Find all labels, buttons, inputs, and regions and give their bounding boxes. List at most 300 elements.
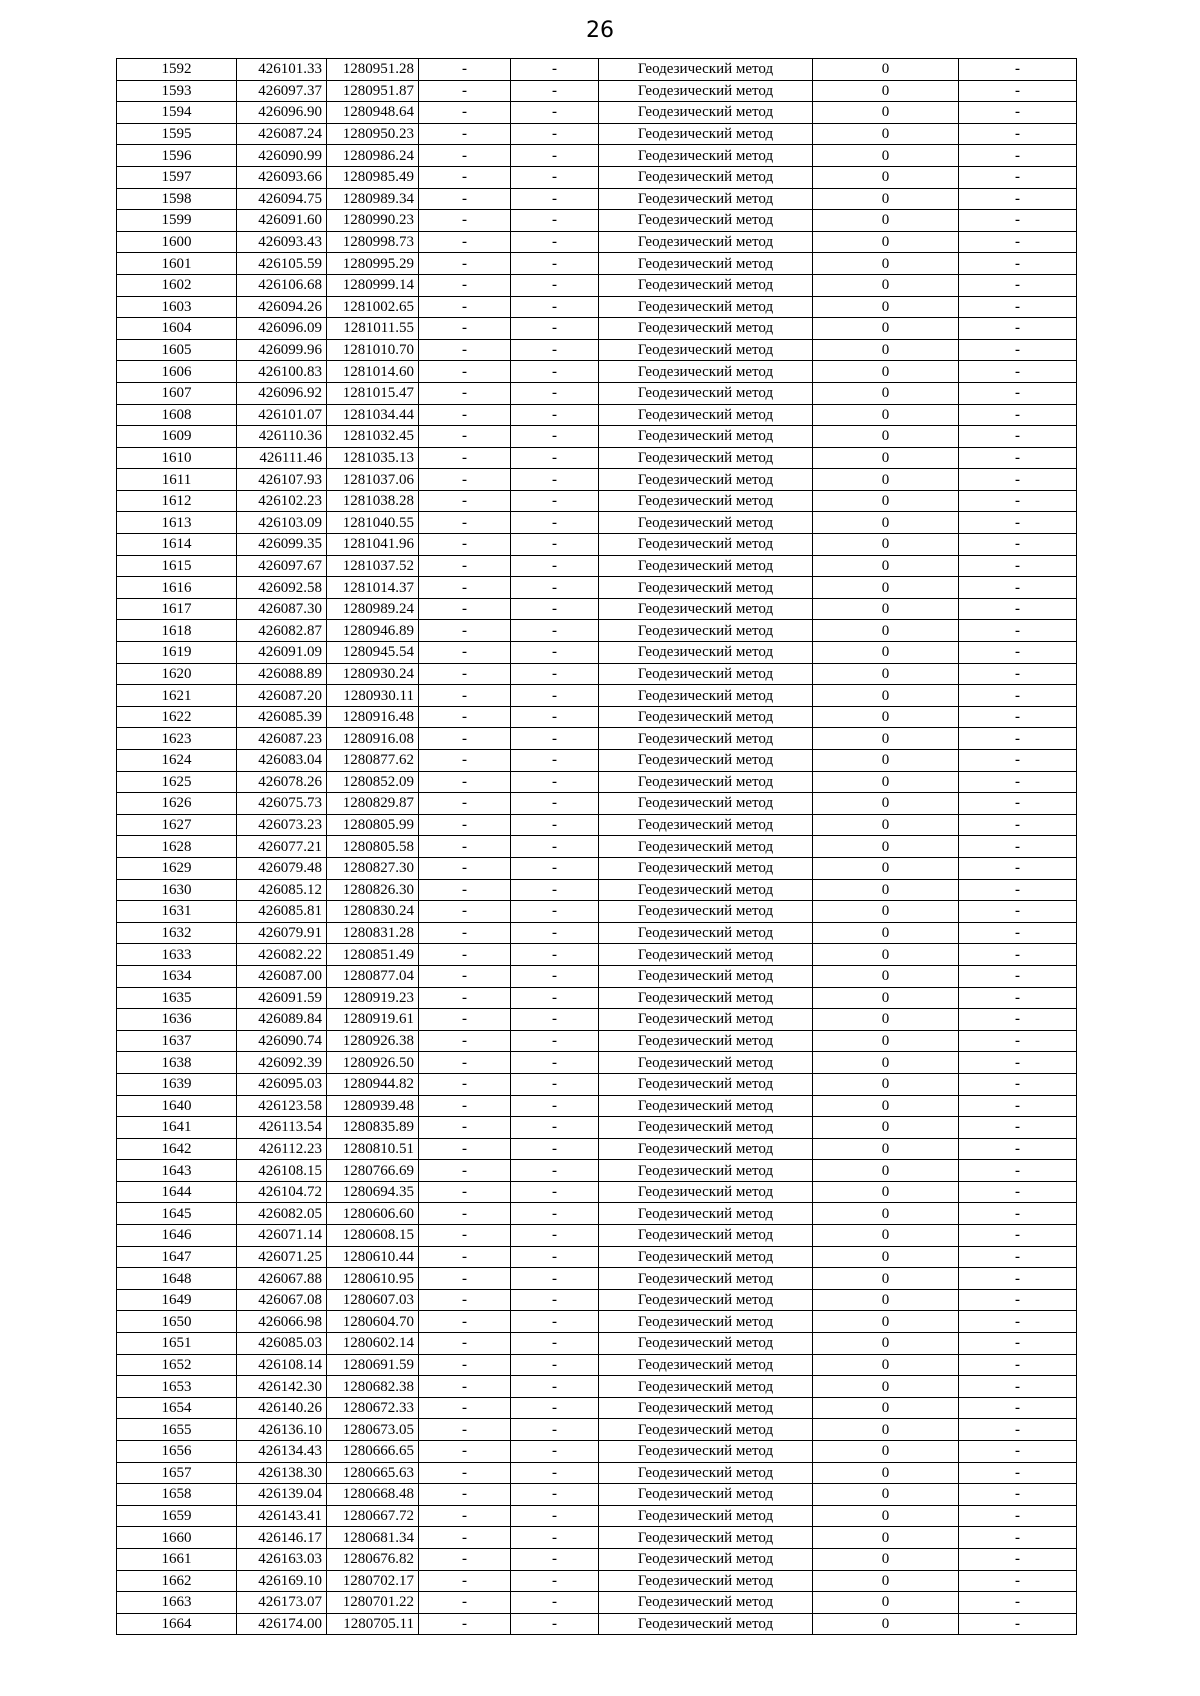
coord-x: 426066.98 xyxy=(237,1311,327,1333)
dash-cell-3: - xyxy=(959,1311,1077,1333)
point-number: 1611 xyxy=(117,469,237,491)
zero-cell: 0 xyxy=(813,944,959,966)
method-cell: Геодезический метод xyxy=(599,123,813,145)
method-cell: Геодезический метод xyxy=(599,944,813,966)
coord-y: 1280805.99 xyxy=(327,814,419,836)
zero-cell: 0 xyxy=(813,231,959,253)
dash-cell-1: - xyxy=(419,901,511,923)
point-number: 1599 xyxy=(117,210,237,232)
coord-x: 426087.24 xyxy=(237,123,327,145)
dash-cell-3: - xyxy=(959,1548,1077,1570)
dash-cell-1: - xyxy=(419,166,511,188)
dash-cell-3: - xyxy=(959,1484,1077,1506)
method-cell: Геодезический метод xyxy=(599,102,813,124)
coord-y: 1280919.23 xyxy=(327,987,419,1009)
dash-cell-1: - xyxy=(419,1462,511,1484)
table-row xyxy=(117,987,1077,1009)
dash-cell-3: - xyxy=(959,188,1077,210)
coord-x: 426142.30 xyxy=(237,1376,327,1398)
dash-cell-1: - xyxy=(419,253,511,275)
dash-cell-2: - xyxy=(511,102,599,124)
dash-cell-1: - xyxy=(419,836,511,858)
coord-y: 1280676.82 xyxy=(327,1548,419,1570)
coord-y: 1280666.65 xyxy=(327,1441,419,1463)
point-number: 1649 xyxy=(117,1289,237,1311)
zero-cell: 0 xyxy=(813,166,959,188)
dash-cell-3: - xyxy=(959,879,1077,901)
coord-y: 1280831.28 xyxy=(327,922,419,944)
dash-cell-2: - xyxy=(511,750,599,772)
zero-cell: 0 xyxy=(813,426,959,448)
dash-cell-1: - xyxy=(419,1225,511,1247)
dash-cell-3: - xyxy=(959,642,1077,664)
dash-cell-1: - xyxy=(419,1160,511,1182)
dash-cell-3: - xyxy=(959,382,1077,404)
zero-cell: 0 xyxy=(813,80,959,102)
point-number: 1660 xyxy=(117,1527,237,1549)
dash-cell-2: - xyxy=(511,188,599,210)
dash-cell-3: - xyxy=(959,901,1077,923)
zero-cell: 0 xyxy=(813,447,959,469)
table-row xyxy=(117,620,1077,642)
dash-cell-2: - xyxy=(511,1052,599,1074)
table-row xyxy=(117,1289,1077,1311)
table-row xyxy=(117,102,1077,124)
table-row xyxy=(117,1095,1077,1117)
dash-cell-1: - xyxy=(419,490,511,512)
method-cell: Геодезический метод xyxy=(599,426,813,448)
dash-cell-3: - xyxy=(959,922,1077,944)
dash-cell-1: - xyxy=(419,1138,511,1160)
point-number: 1625 xyxy=(117,771,237,793)
coord-y: 1280830.24 xyxy=(327,901,419,923)
point-number: 1648 xyxy=(117,1268,237,1290)
table-row xyxy=(117,1484,1077,1506)
method-cell: Геодезический метод xyxy=(599,1311,813,1333)
method-cell: Геодезический метод xyxy=(599,1225,813,1247)
dash-cell-1: - xyxy=(419,534,511,556)
dash-cell-2: - xyxy=(511,944,599,966)
zero-cell: 0 xyxy=(813,490,959,512)
coord-x: 426113.54 xyxy=(237,1117,327,1139)
point-number: 1616 xyxy=(117,577,237,599)
point-number: 1592 xyxy=(117,59,237,81)
method-cell: Геодезический метод xyxy=(599,1138,813,1160)
dash-cell-1: - xyxy=(419,598,511,620)
table-row xyxy=(117,469,1077,491)
point-number: 1606 xyxy=(117,361,237,383)
coord-x: 426085.12 xyxy=(237,879,327,901)
coord-x: 426169.10 xyxy=(237,1570,327,1592)
coord-y: 1280939.48 xyxy=(327,1095,419,1117)
coord-x: 426079.91 xyxy=(237,922,327,944)
coord-y: 1280672.33 xyxy=(327,1397,419,1419)
coord-x: 426138.30 xyxy=(237,1462,327,1484)
coord-y: 1280948.64 xyxy=(327,102,419,124)
method-cell: Геодезический метод xyxy=(599,382,813,404)
point-number: 1657 xyxy=(117,1462,237,1484)
dash-cell-3: - xyxy=(959,231,1077,253)
table-row xyxy=(117,1073,1077,1095)
method-cell: Геодезический метод xyxy=(599,642,813,664)
dash-cell-2: - xyxy=(511,642,599,664)
zero-cell: 0 xyxy=(813,555,959,577)
coord-x: 426075.73 xyxy=(237,793,327,815)
coord-y: 1280702.17 xyxy=(327,1570,419,1592)
dash-cell-1: - xyxy=(419,1052,511,1074)
dash-cell-2: - xyxy=(511,123,599,145)
dash-cell-3: - xyxy=(959,1613,1077,1635)
method-cell: Геодезический метод xyxy=(599,685,813,707)
coord-x: 426112.23 xyxy=(237,1138,327,1160)
dash-cell-1: - xyxy=(419,750,511,772)
coord-y: 1281034.44 xyxy=(327,404,419,426)
point-number: 1603 xyxy=(117,296,237,318)
zero-cell: 0 xyxy=(813,1311,959,1333)
dash-cell-2: - xyxy=(511,922,599,944)
point-number: 1658 xyxy=(117,1484,237,1506)
dash-cell-2: - xyxy=(511,1419,599,1441)
dash-cell-1: - xyxy=(419,1441,511,1463)
coord-y: 1281014.37 xyxy=(327,577,419,599)
dash-cell-1: - xyxy=(419,123,511,145)
point-number: 1659 xyxy=(117,1505,237,1527)
coord-y: 1280944.82 xyxy=(327,1073,419,1095)
dash-cell-1: - xyxy=(419,642,511,664)
coord-y: 1280610.95 xyxy=(327,1268,419,1290)
coord-x: 426067.08 xyxy=(237,1289,327,1311)
table-row xyxy=(117,706,1077,728)
dash-cell-1: - xyxy=(419,706,511,728)
dash-cell-1: - xyxy=(419,102,511,124)
coord-x: 426082.87 xyxy=(237,620,327,642)
dash-cell-1: - xyxy=(419,512,511,534)
coord-x: 426085.03 xyxy=(237,1333,327,1355)
dash-cell-3: - xyxy=(959,685,1077,707)
dash-cell-3: - xyxy=(959,1073,1077,1095)
dash-cell-2: - xyxy=(511,1181,599,1203)
table-row xyxy=(117,1505,1077,1527)
coord-x: 426087.20 xyxy=(237,685,327,707)
point-number: 1642 xyxy=(117,1138,237,1160)
dash-cell-1: - xyxy=(419,447,511,469)
dash-cell-1: - xyxy=(419,1311,511,1333)
coord-y: 1280851.49 xyxy=(327,944,419,966)
method-cell: Геодезический метод xyxy=(599,922,813,944)
point-number: 1624 xyxy=(117,750,237,772)
coord-x: 426110.36 xyxy=(237,426,327,448)
dash-cell-3: - xyxy=(959,857,1077,879)
method-cell: Геодезический метод xyxy=(599,1397,813,1419)
dash-cell-3: - xyxy=(959,102,1077,124)
point-number: 1654 xyxy=(117,1397,237,1419)
coord-x: 426090.99 xyxy=(237,145,327,167)
method-cell: Геодезический метод xyxy=(599,318,813,340)
point-number: 1608 xyxy=(117,404,237,426)
point-number: 1628 xyxy=(117,836,237,858)
zero-cell: 0 xyxy=(813,1117,959,1139)
coord-y: 1280985.49 xyxy=(327,166,419,188)
dash-cell-1: - xyxy=(419,210,511,232)
coord-y: 1280606.60 xyxy=(327,1203,419,1225)
method-cell: Геодезический метод xyxy=(599,1441,813,1463)
dash-cell-2: - xyxy=(511,296,599,318)
point-number: 1651 xyxy=(117,1333,237,1355)
dash-cell-2: - xyxy=(511,210,599,232)
method-cell: Геодезический метод xyxy=(599,879,813,901)
coord-y: 1281037.52 xyxy=(327,555,419,577)
point-number: 1600 xyxy=(117,231,237,253)
dash-cell-3: - xyxy=(959,1419,1077,1441)
point-number: 1617 xyxy=(117,598,237,620)
dash-cell-1: - xyxy=(419,1268,511,1290)
dash-cell-2: - xyxy=(511,253,599,275)
table-row xyxy=(117,512,1077,534)
coord-y: 1280827.30 xyxy=(327,857,419,879)
coord-y: 1280930.24 xyxy=(327,663,419,685)
dash-cell-1: - xyxy=(419,145,511,167)
dash-cell-2: - xyxy=(511,901,599,923)
coord-y: 1280608.15 xyxy=(327,1225,419,1247)
point-number: 1643 xyxy=(117,1160,237,1182)
dash-cell-2: - xyxy=(511,59,599,81)
method-cell: Геодезический метод xyxy=(599,1160,813,1182)
coord-y: 1280999.14 xyxy=(327,274,419,296)
point-number: 1602 xyxy=(117,274,237,296)
dash-cell-3: - xyxy=(959,1592,1077,1614)
coord-y: 1281041.96 xyxy=(327,534,419,556)
dash-cell-2: - xyxy=(511,620,599,642)
dash-cell-1: - xyxy=(419,361,511,383)
coord-x: 426143.41 xyxy=(237,1505,327,1527)
method-cell: Геодезический метод xyxy=(599,1289,813,1311)
point-number: 1638 xyxy=(117,1052,237,1074)
coord-x: 426092.39 xyxy=(237,1052,327,1074)
table-row xyxy=(117,188,1077,210)
dash-cell-2: - xyxy=(511,404,599,426)
method-cell: Геодезический метод xyxy=(599,901,813,923)
dash-cell-2: - xyxy=(511,1376,599,1398)
dash-cell-1: - xyxy=(419,1073,511,1095)
coord-y: 1280826.30 xyxy=(327,879,419,901)
dash-cell-3: - xyxy=(959,1117,1077,1139)
coord-x: 426083.04 xyxy=(237,750,327,772)
zero-cell: 0 xyxy=(813,1225,959,1247)
zero-cell: 0 xyxy=(813,382,959,404)
method-cell: Геодезический метод xyxy=(599,1462,813,1484)
dash-cell-3: - xyxy=(959,814,1077,836)
zero-cell: 0 xyxy=(813,1376,959,1398)
dash-cell-3: - xyxy=(959,123,1077,145)
table-row xyxy=(117,642,1077,664)
method-cell: Геодезический метод xyxy=(599,231,813,253)
coord-y: 1280989.24 xyxy=(327,598,419,620)
dash-cell-1: - xyxy=(419,1246,511,1268)
coord-y: 1280995.29 xyxy=(327,253,419,275)
coord-x: 426106.68 xyxy=(237,274,327,296)
dash-cell-1: - xyxy=(419,318,511,340)
coord-y: 1280877.62 xyxy=(327,750,419,772)
dash-cell-2: - xyxy=(511,728,599,750)
dash-cell-3: - xyxy=(959,1289,1077,1311)
dash-cell-2: - xyxy=(511,1505,599,1527)
coord-y: 1280668.48 xyxy=(327,1484,419,1506)
method-cell: Геодезический метод xyxy=(599,706,813,728)
table-row xyxy=(117,965,1077,987)
point-number: 1634 xyxy=(117,965,237,987)
table-row xyxy=(117,166,1077,188)
method-cell: Геодезический метод xyxy=(599,1030,813,1052)
dash-cell-3: - xyxy=(959,210,1077,232)
coord-y: 1281037.06 xyxy=(327,469,419,491)
point-number: 1646 xyxy=(117,1225,237,1247)
dash-cell-1: - xyxy=(419,188,511,210)
coord-x: 426103.09 xyxy=(237,512,327,534)
dash-cell-1: - xyxy=(419,1419,511,1441)
dash-cell-3: - xyxy=(959,750,1077,772)
dash-cell-1: - xyxy=(419,1484,511,1506)
point-number: 1595 xyxy=(117,123,237,145)
dash-cell-1: - xyxy=(419,1354,511,1376)
zero-cell: 0 xyxy=(813,987,959,1009)
dash-cell-3: - xyxy=(959,274,1077,296)
coord-y: 1281010.70 xyxy=(327,339,419,361)
coord-x: 426088.89 xyxy=(237,663,327,685)
page-number: 26 xyxy=(586,18,614,43)
dash-cell-2: - xyxy=(511,339,599,361)
dash-cell-2: - xyxy=(511,1333,599,1355)
point-number: 1594 xyxy=(117,102,237,124)
dash-cell-2: - xyxy=(511,814,599,836)
zero-cell: 0 xyxy=(813,1527,959,1549)
dash-cell-2: - xyxy=(511,1462,599,1484)
coord-x: 426087.00 xyxy=(237,965,327,987)
method-cell: Геодезический метод xyxy=(599,512,813,534)
dash-cell-1: - xyxy=(419,944,511,966)
dash-cell-1: - xyxy=(419,80,511,102)
dash-cell-2: - xyxy=(511,879,599,901)
table-row xyxy=(117,1376,1077,1398)
method-cell: Геодезический метод xyxy=(599,1203,813,1225)
coord-y: 1280945.54 xyxy=(327,642,419,664)
zero-cell: 0 xyxy=(813,1333,959,1355)
dash-cell-2: - xyxy=(511,1095,599,1117)
method-cell: Геодезический метод xyxy=(599,728,813,750)
coord-x: 426134.43 xyxy=(237,1441,327,1463)
coord-x: 426102.23 xyxy=(237,490,327,512)
method-cell: Геодезический метод xyxy=(599,188,813,210)
point-number: 1610 xyxy=(117,447,237,469)
table-row xyxy=(117,1009,1077,1031)
point-number: 1630 xyxy=(117,879,237,901)
table-row xyxy=(117,361,1077,383)
method-cell: Геодезический метод xyxy=(599,1613,813,1635)
coord-x: 426107.93 xyxy=(237,469,327,491)
dash-cell-1: - xyxy=(419,1592,511,1614)
table-row xyxy=(117,123,1077,145)
table-row xyxy=(117,1160,1077,1182)
method-cell: Геодезический метод xyxy=(599,59,813,81)
point-number: 1639 xyxy=(117,1073,237,1095)
coord-y: 1280916.08 xyxy=(327,728,419,750)
table-row xyxy=(117,59,1077,81)
dash-cell-1: - xyxy=(419,1181,511,1203)
dash-cell-1: - xyxy=(419,620,511,642)
dash-cell-3: - xyxy=(959,1160,1077,1182)
zero-cell: 0 xyxy=(813,1009,959,1031)
method-cell: Геодезический метод xyxy=(599,1246,813,1268)
coordinates-table xyxy=(116,58,1077,1635)
dash-cell-1: - xyxy=(419,274,511,296)
coord-x: 426173.07 xyxy=(237,1592,327,1614)
zero-cell: 0 xyxy=(813,210,959,232)
table-row xyxy=(117,318,1077,340)
zero-cell: 0 xyxy=(813,879,959,901)
table-row xyxy=(117,1225,1077,1247)
zero-cell: 0 xyxy=(813,188,959,210)
method-cell: Геодезический метод xyxy=(599,447,813,469)
dash-cell-3: - xyxy=(959,339,1077,361)
coord-y: 1280835.89 xyxy=(327,1117,419,1139)
dash-cell-3: - xyxy=(959,145,1077,167)
coord-x: 426146.17 xyxy=(237,1527,327,1549)
table-row xyxy=(117,685,1077,707)
dash-cell-3: - xyxy=(959,965,1077,987)
point-number: 1622 xyxy=(117,706,237,728)
dash-cell-1: - xyxy=(419,879,511,901)
table-row xyxy=(117,1181,1077,1203)
dash-cell-2: - xyxy=(511,793,599,815)
method-cell: Геодезический метод xyxy=(599,1073,813,1095)
zero-cell: 0 xyxy=(813,1548,959,1570)
coord-x: 426092.58 xyxy=(237,577,327,599)
point-number: 1612 xyxy=(117,490,237,512)
dash-cell-1: - xyxy=(419,1117,511,1139)
coord-x: 426136.10 xyxy=(237,1419,327,1441)
coord-x: 426123.58 xyxy=(237,1095,327,1117)
dash-cell-1: - xyxy=(419,1203,511,1225)
zero-cell: 0 xyxy=(813,318,959,340)
dash-cell-1: - xyxy=(419,728,511,750)
dash-cell-3: - xyxy=(959,1181,1077,1203)
table-row xyxy=(117,555,1077,577)
zero-cell: 0 xyxy=(813,123,959,145)
point-number: 1613 xyxy=(117,512,237,534)
method-cell: Геодезический метод xyxy=(599,793,813,815)
coord-x: 426087.23 xyxy=(237,728,327,750)
coord-y: 1280604.70 xyxy=(327,1311,419,1333)
table-row xyxy=(117,663,1077,685)
dash-cell-1: - xyxy=(419,685,511,707)
dash-cell-2: - xyxy=(511,274,599,296)
coord-x: 426085.39 xyxy=(237,706,327,728)
dash-cell-3: - xyxy=(959,836,1077,858)
zero-cell: 0 xyxy=(813,296,959,318)
table-row xyxy=(117,1268,1077,1290)
method-cell: Геодезический метод xyxy=(599,965,813,987)
coord-y: 1280607.03 xyxy=(327,1289,419,1311)
point-number: 1663 xyxy=(117,1592,237,1614)
table-row xyxy=(117,1397,1077,1419)
dash-cell-3: - xyxy=(959,512,1077,534)
zero-cell: 0 xyxy=(813,404,959,426)
table-row xyxy=(117,80,1077,102)
dash-cell-2: - xyxy=(511,1225,599,1247)
dash-cell-1: - xyxy=(419,857,511,879)
method-cell: Геодезический метод xyxy=(599,750,813,772)
dash-cell-2: - xyxy=(511,836,599,858)
table-row xyxy=(117,901,1077,923)
